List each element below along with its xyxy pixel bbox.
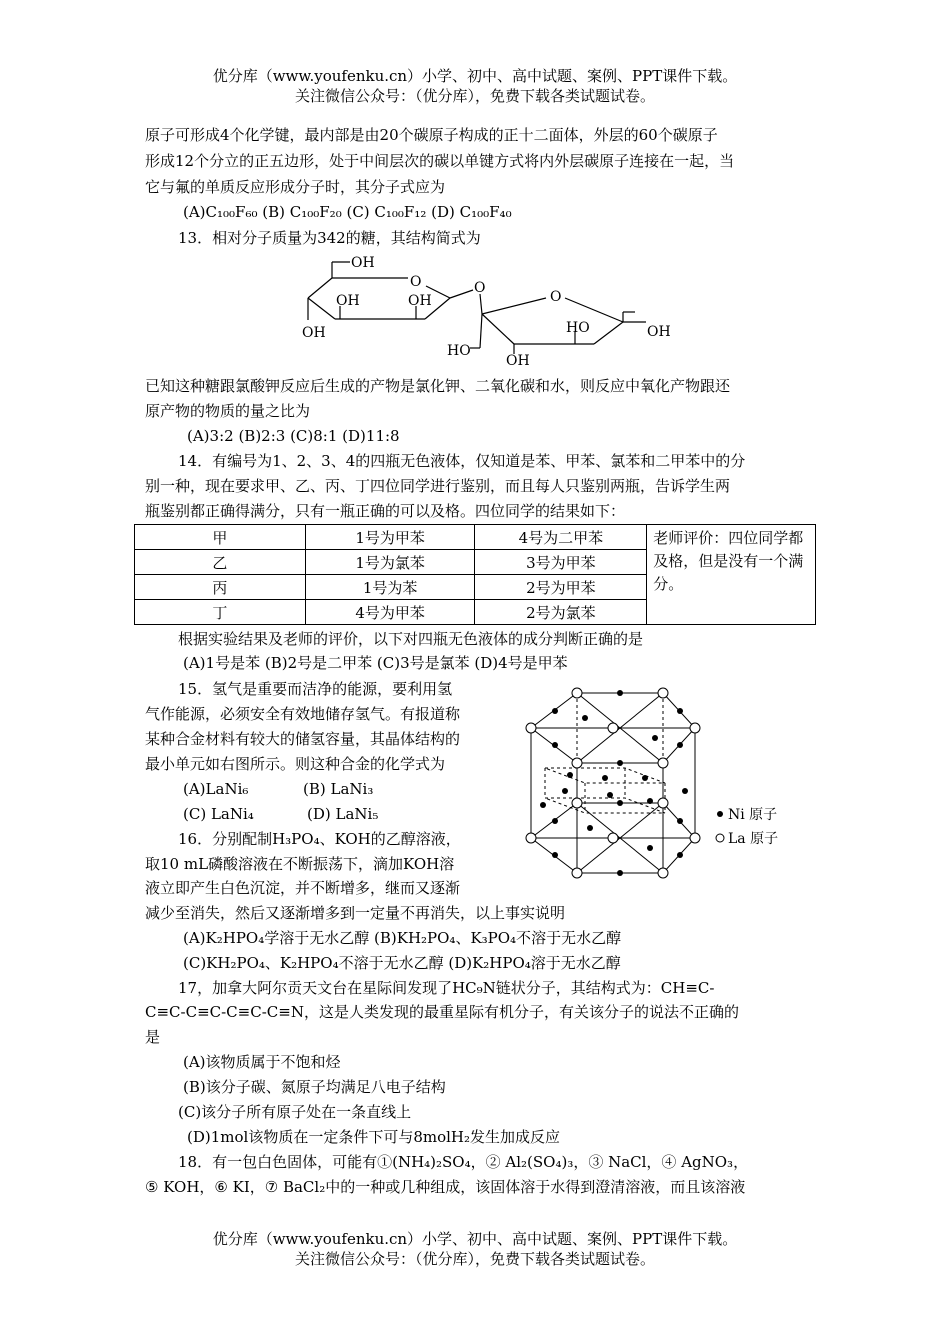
q12-line-3: 它与氟的单质反应形成分子时，其分子式应为: [145, 178, 446, 196]
label-oh-3: OH: [408, 293, 432, 309]
q18-line-2: ⑤ KOH，⑥ KI，⑦ BaCl₂中的一种或几种组成，该固体溶于水得到澄清溶液，而且该溶液: [145, 1178, 746, 1196]
q15-option-c: (C) LaNi₄: [183, 805, 254, 823]
q16-line-2: 取10 mL磷酸溶液在不断振荡下，滴加KOH溶: [145, 855, 455, 873]
result-cell: 2号为甲苯: [475, 575, 647, 600]
result-cell: 3号为甲苯: [475, 550, 647, 575]
q13-line-3: 原产物的物质的量之比为: [145, 402, 311, 420]
result-cell: 1号为甲苯: [305, 525, 475, 550]
table-row: [135, 525, 816, 550]
q12-options: (A)C₁₀₀F₆₀ (B) C₁₀₀F₂₀ (C) C₁₀₀F₁₂ (D) C₁₀₀F₄₀: [183, 203, 512, 221]
student-name: 甲: [135, 525, 306, 550]
student-name: 丙: [135, 575, 306, 600]
header-line-2: 关注微信公众号：（优分库），免费下载各类试题试卷。: [294, 87, 655, 105]
q14-line-2: 别一种，现在要求甲、乙、丙、丁四位同学进行鉴别，而且每人只鉴别两瓶，告诉学生两: [145, 477, 731, 495]
q15-line-2: 气作能源，必须安全有效地储存氢气。有报道称: [145, 705, 461, 723]
student-name: 丁: [135, 600, 306, 625]
q17-option-a: (A)该物质属于不饱和烃: [183, 1053, 341, 1071]
q17-option-b: (B)该分子碳、氮原子均满足八电子结构: [183, 1078, 446, 1096]
q13-options: (A)3:2 (B)2:3 (C)8:1 (D)11:8: [187, 427, 400, 445]
q14-line-1: 14．有编号为1、2、3、4的四瓶无色液体，仅知道是苯、甲苯、氯苯和二甲苯中的分: [178, 452, 746, 470]
q14-line-3: 瓶鉴别都正确得满分，只有一瓶正确的可以及格。四位同学的结果如下：: [145, 502, 626, 520]
q17-line-1: 17，加拿大阿尔贡天文台在星际间发现了HC₉N链状分子，其结构式为：CH≡C-: [178, 979, 715, 997]
q13-stem: 13．相对分子质量为342的糖，其结构简式为: [178, 229, 481, 247]
q13-line-2: 已知这种糖跟氯酸钾反应后生成的产物是氯化钾、二氧化碳和水，则反应中氧化产物跟还: [145, 377, 731, 395]
header-line-1: 优分库（www.youfenku.cn）小学、初中、高中试题、案例、PPT课件下载。: [212, 67, 738, 85]
footer-line-2: 关注微信公众号：（优分库），免费下载各类试题试卷。: [294, 1250, 655, 1268]
q15-option-a: (A)LaNi₆: [183, 780, 249, 798]
q18-line-1: 18．有一包白色固体，可能有①(NH₄)₂SO₄，② Al₂(SO₄)₃，③ NaCl，④ AgNO₃，: [178, 1153, 749, 1171]
result-cell: 2号为氯苯: [475, 600, 647, 625]
label-ho-2: HO: [447, 343, 471, 359]
q14-options: (A)1号是苯 (B)2号是二甲苯 (C)3号是氯苯 (D)4号是甲苯: [183, 654, 568, 672]
label-o-ring-2: O: [550, 289, 562, 305]
label-o-ring-1: O: [410, 274, 422, 290]
q14-after: 根据实验结果及老师的评价，以下对四瓶无色液体的成分判断正确的是: [178, 630, 644, 648]
q17-option-d: (D)1mol该物质在一定条件下可与8molH₂发生加成反应: [187, 1128, 561, 1146]
q16-options-1: (A)K₂HPO₄学溶于无水乙醇 (B)KH₂PO₄、K₃PO₄不溶于无水乙醇: [183, 929, 622, 947]
lani-crystal-figure: [515, 683, 805, 883]
q15-option-b: (B) LaNi₃: [303, 780, 374, 798]
result-cell: 4号为甲苯: [305, 600, 475, 625]
q16-options-2: (C)KH₂PO₄、K₂HPO₄不溶于无水乙醇 (D)K₂HPO₄溶于无水乙醇: [183, 954, 621, 972]
teacher-comment: 老师评价：四位同学都及格，但是没有一个满分。: [647, 525, 816, 625]
q12-line-2: 形成12个分立的正五边形，处于中间层次的碳以单键方式将内外层碳原子连接在一起，当: [145, 152, 735, 170]
label-oh-2: OH: [336, 293, 360, 309]
label-oh-4: OH: [302, 325, 326, 341]
result-cell: 4号为二甲苯: [475, 525, 647, 550]
q16-line-3: 液立即产生白色沉淀，并不断增多，继而又逐渐: [145, 879, 461, 897]
la-legend-circle: [716, 834, 724, 842]
legend-la: La 原子: [728, 831, 779, 847]
result-cell: 1号为苯: [305, 575, 475, 600]
q17-line-2: C≡C-C≡C-C≡C-C≡N，这是人类发现的最重星际有机分子，有关该分子的说法不正确的: [145, 1003, 739, 1021]
label-o-bridge: O: [474, 280, 486, 296]
label-oh-1: OH: [351, 255, 375, 271]
label-oh-6: OH: [506, 353, 530, 368]
ni-legend-dot: [717, 811, 723, 817]
q15-line-3: 某种合金材料有较大的储氢容量，其晶体结构的: [145, 730, 461, 748]
footer-line-1: 优分库（www.youfenku.cn）小学、初中、高中试题、案例、PPT课件下载。: [212, 1230, 738, 1248]
q15-option-d: (D) LaNi₅: [307, 805, 379, 823]
q17-line-3: 是: [145, 1028, 161, 1046]
legend-ni: Ni 原子: [728, 807, 778, 823]
q14-results-table: [134, 524, 816, 625]
student-name: 乙: [135, 550, 306, 575]
q15-line-4: 最小单元如右图所示。则这种合金的化学式为: [145, 755, 446, 773]
label-ho-1: HO: [566, 320, 590, 336]
label-oh-5: OH: [647, 324, 671, 340]
result-cell: 1号为氯苯: [305, 550, 475, 575]
q17-option-c: (C)该分子所有原子处在一条直线上: [178, 1103, 412, 1121]
q16-line-1: 16．分别配制H₃PO₄、KOH的乙醇溶液，: [178, 830, 461, 848]
q15-line-1: 15．氢气是重要而洁净的能源，要利用氢: [178, 680, 453, 698]
sucrose-structure-diagram: [290, 248, 690, 368]
q16-line-4: 减少至消失，然后又逐渐增多到一定量不再消失，以上事实说明: [145, 904, 566, 922]
q12-line-1: 原子可形成4个化学键，最内部是由20个碳原子构成的正十二面体，外层的60个碳原子: [145, 126, 718, 144]
